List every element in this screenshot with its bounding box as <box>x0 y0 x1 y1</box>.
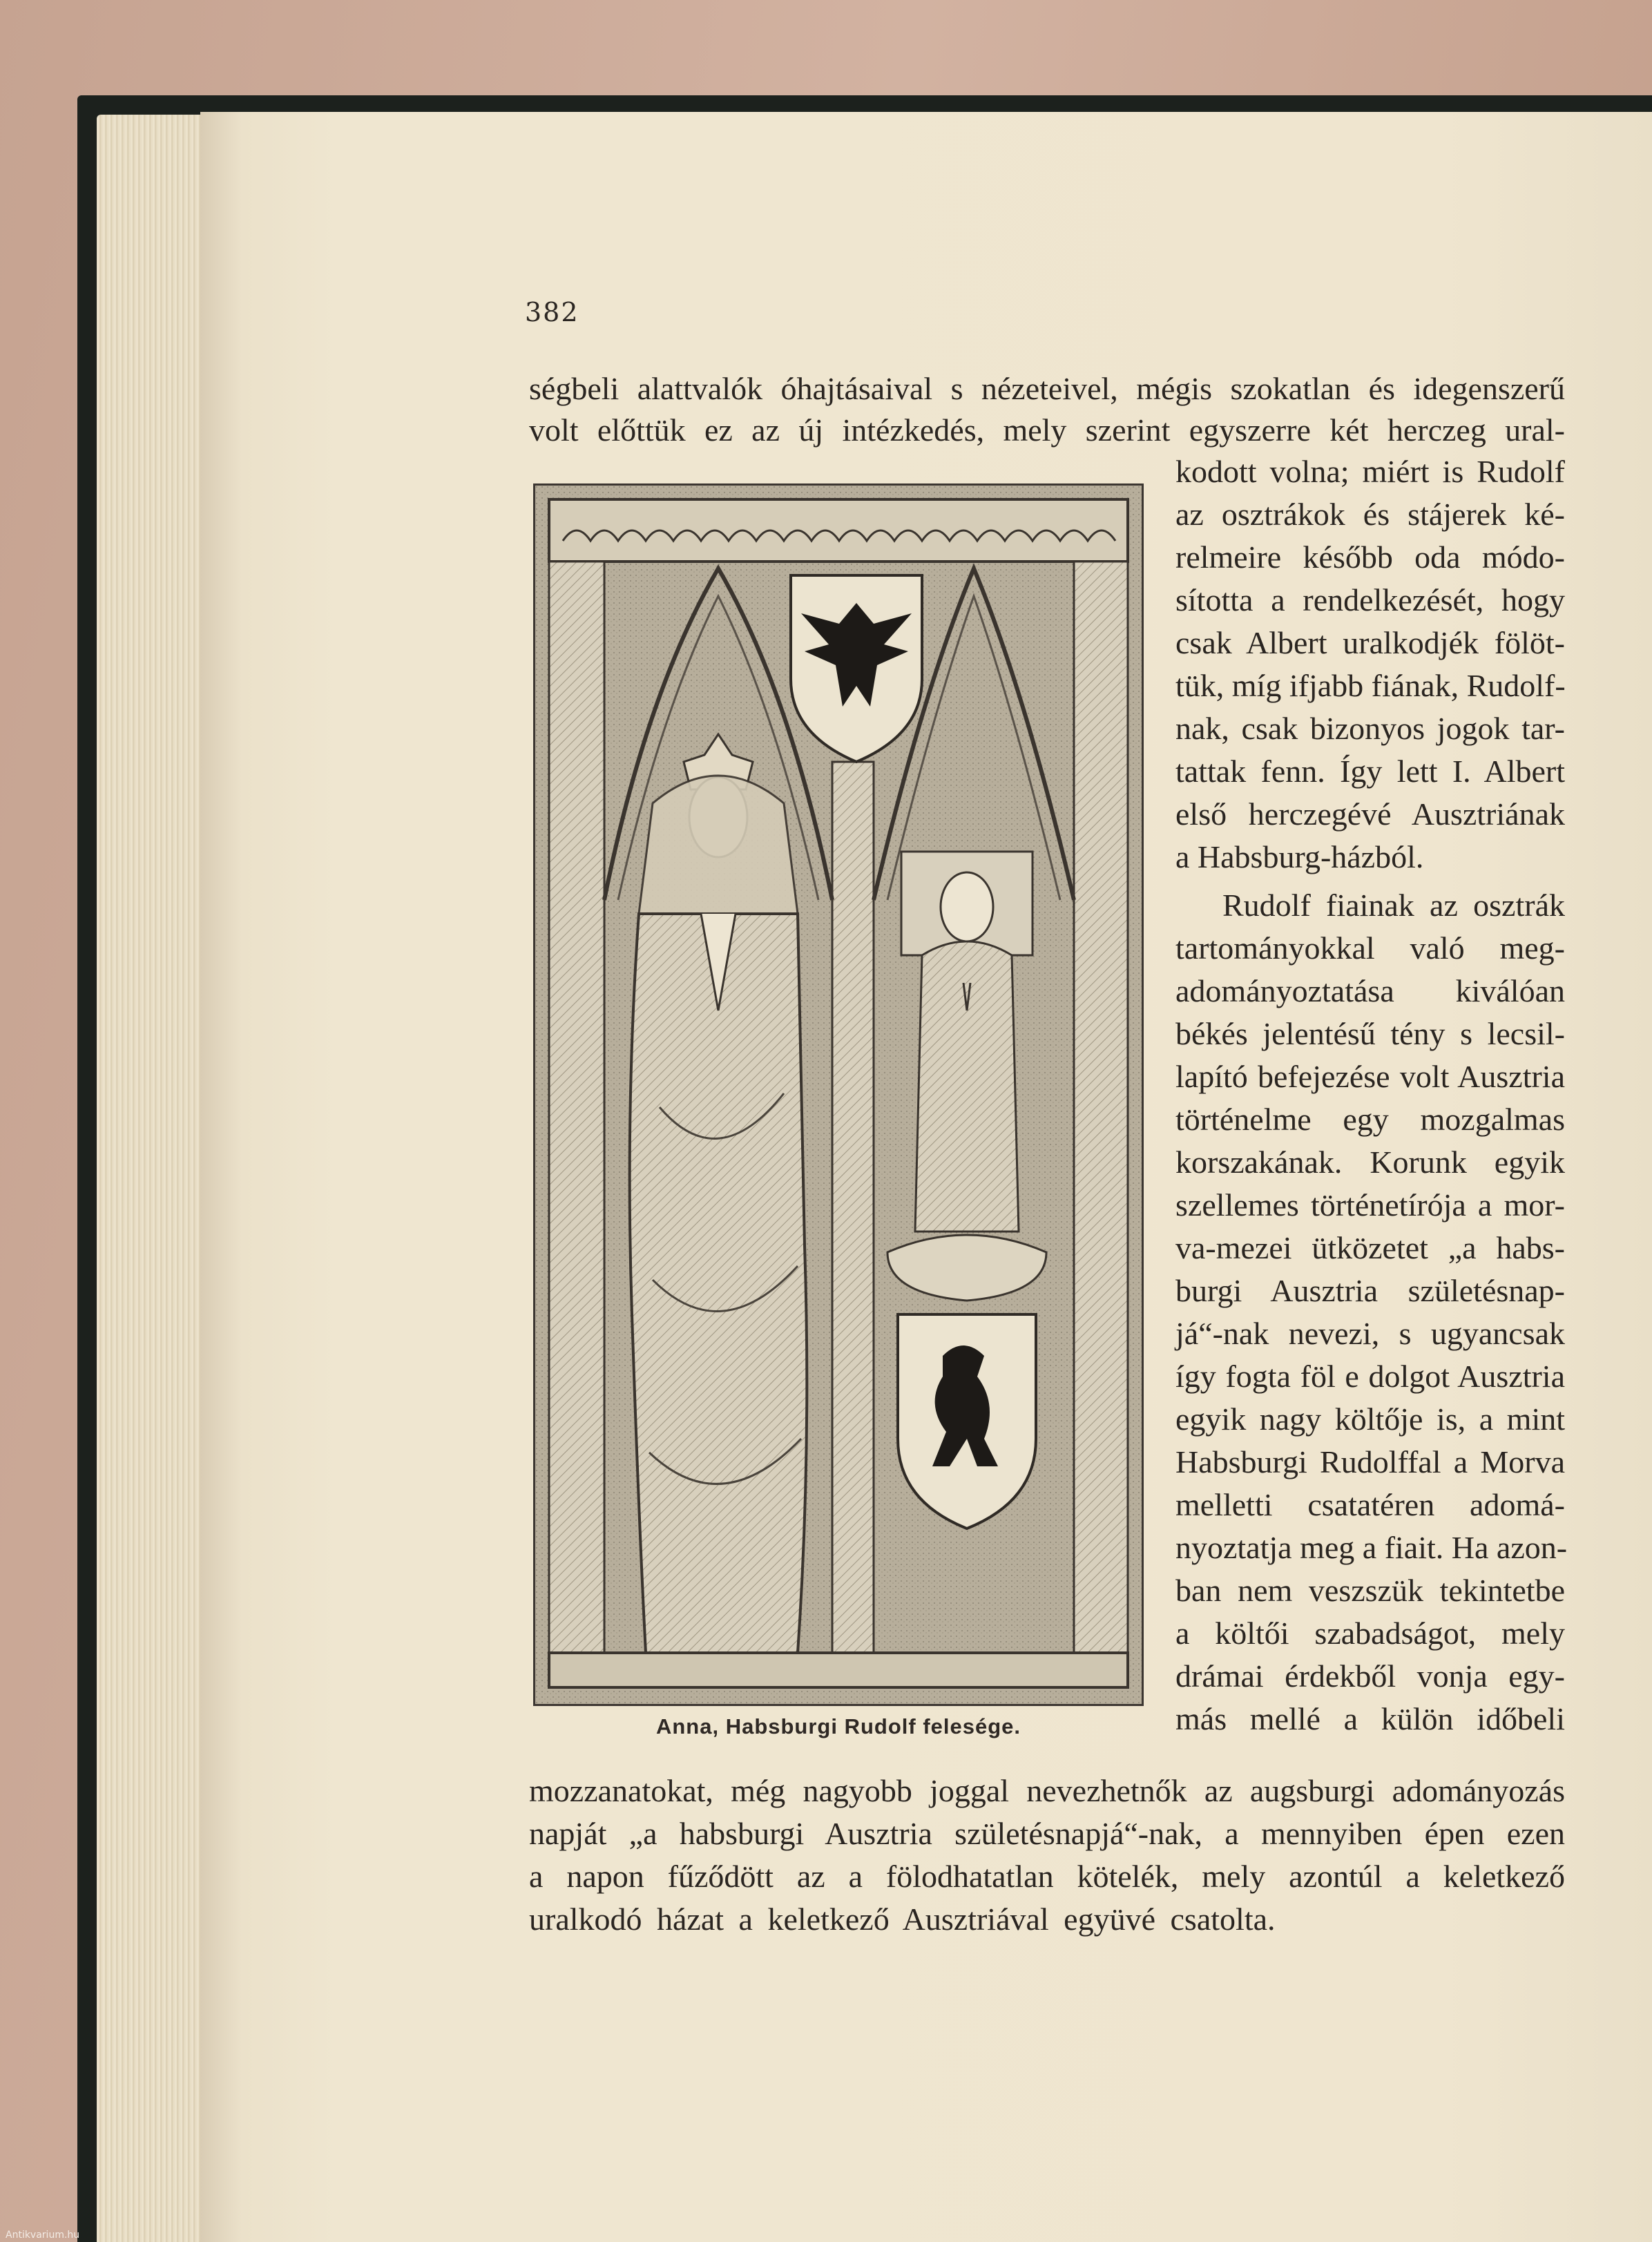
text-line: más mellé a külön időbeli <box>1175 1701 1565 1736</box>
tomb-engraving-icon <box>535 486 1142 1704</box>
text-line: a Habsburg-házból. <box>1175 839 1424 874</box>
text-line: relmeire később oda módo- <box>1175 539 1565 575</box>
page-edges <box>97 115 207 2242</box>
text-line: va-mezei ütközetet „a habs- <box>1175 1230 1565 1265</box>
text-line: Rudolf fiainak az osztrák <box>1222 888 1565 923</box>
text-line: a költői szabadságot, mely <box>1175 1616 1565 1651</box>
text-line: a napon fűződött az a fölodhatatlan kötelék, mely azontúl a keletkező <box>529 1859 1565 1894</box>
text-line: já“-nak nevezi, s ugyancsak <box>1175 1316 1565 1351</box>
text-line: tattak fenn. Így lett I. Albert <box>1175 754 1565 789</box>
text-line: az osztrákok és stájerek ké- <box>1175 497 1565 532</box>
text-line: kodott volna; miért is Rudolf <box>1175 454 1565 489</box>
text-line: nak, csak bizonyos jogok tar- <box>1175 711 1565 746</box>
text-line: uralkodó házat a keletkező Ausztriával együvé csatolta. <box>529 1901 1276 1937</box>
figure-caption: Anna, Habsburgi Rudolf felesége. <box>655 1714 1021 1738</box>
text-line: burgi Ausztria születésnap- <box>1175 1273 1565 1308</box>
text-line: ban nem veszszük tekintetbe <box>1175 1573 1565 1608</box>
text-line: mozzanatokat, még nagyobb joggal nevezhetnők az augsburgi adományozás <box>529 1773 1565 1808</box>
text-line: drámai érdekből vonja egy- <box>1175 1658 1565 1694</box>
text-line: napját „a habsburgi Ausztria születésnapjá“-nak, a mennyiben épen ezen <box>529 1816 1565 1851</box>
tomb-illustration <box>533 483 1144 1706</box>
text-line: lapító befejezése volt Ausztria <box>1175 1059 1565 1094</box>
text-line: így fogta föl e dolgot Ausztria <box>1175 1359 1565 1394</box>
text-line: korszakának. Korunk egyik <box>1175 1144 1565 1180</box>
text-line: egyik nagy költője is, a mint <box>1175 1401 1565 1437</box>
text-line: történelme egy mozgalmas <box>1175 1102 1565 1137</box>
page-number: 382 <box>525 297 579 327</box>
text-line: nyoztatja meg a fiait. Ha azon- <box>1175 1530 1568 1565</box>
text-line: szellemes történetírója a mor- <box>1175 1187 1565 1223</box>
text-line: tük, míg ifjabb fiának, Rudolf- <box>1175 668 1566 703</box>
text-line: melletti csatatéren adomá- <box>1175 1487 1565 1522</box>
text-line: ségbeli alattvalók óhajtásaival s nézeteivel, mégis szokatlan és idegenszerű <box>529 371 1565 406</box>
text-line: csak Albert uralkodjék fölöt- <box>1175 625 1565 660</box>
text-line: első herczegévé Ausztriának <box>1175 796 1565 832</box>
text-line: sította a rendelkezését, hogy <box>1175 582 1565 617</box>
text-line: Habsburgi Rudolffal a Morva <box>1175 1444 1565 1479</box>
watermark: Antikvarium.hu <box>6 2230 80 2241</box>
text-line: volt előttük ez az új intézkedés, mely szerint egyszerre két herczeg ural- <box>529 412 1565 448</box>
text-line: békés jelentésű tény s lecsil- <box>1175 1016 1565 1051</box>
text-line: adományoztatása kiválóan <box>1175 973 1565 1008</box>
text-line: tartományokkal való meg- <box>1175 930 1565 966</box>
